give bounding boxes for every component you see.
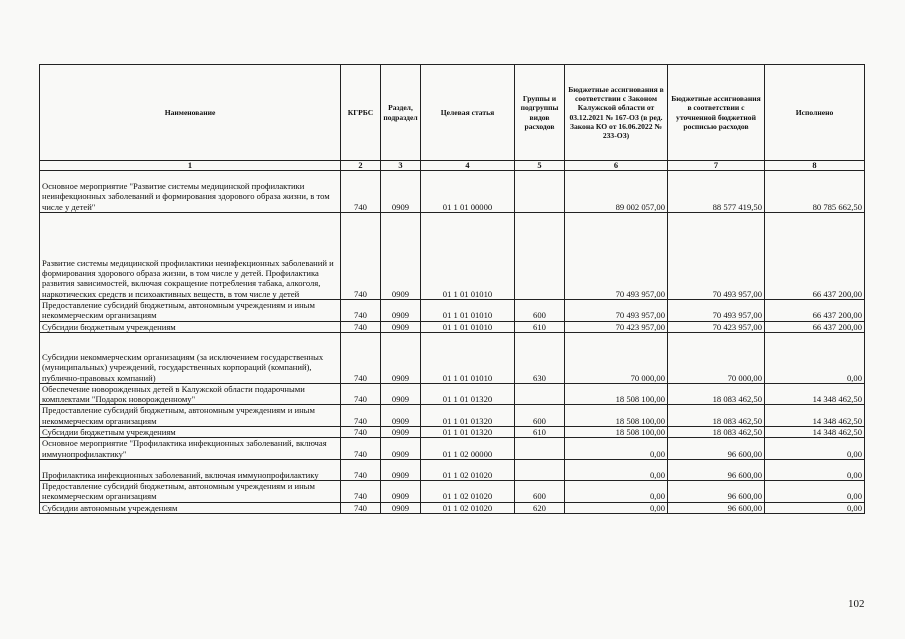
table-row <box>40 321 865 332</box>
budget-table <box>39 64 865 514</box>
table-row <box>40 171 865 213</box>
table-row <box>40 300 865 322</box>
row-budget-law: 0,00 <box>565 438 668 460</box>
row-name: Субсидии некоммерческим организациям (за исключением государственных (муниципальных) учреждений, государственных корпораций (компаний), публично-правовых компаний) <box>40 332 341 383</box>
column-number: 2 <box>341 161 381 171</box>
row-expense-group <box>515 383 565 405</box>
row-executed: 0,00 <box>765 480 865 502</box>
row-executed: 0,00 <box>765 502 865 513</box>
row-kgrbs: 740 <box>341 321 381 332</box>
row-target-article: 01 1 01 01320 <box>421 405 515 427</box>
row-budget-refined: 70 423 957,00 <box>668 321 765 332</box>
row-kgrbs: 740 <box>341 438 381 460</box>
row-kgrbs: 740 <box>341 459 381 480</box>
row-budget-law: 0,00 <box>565 502 668 513</box>
row-budget-refined: 70 493 957,00 <box>668 213 765 300</box>
table-row <box>40 213 865 300</box>
row-name: Предоставление субсидий бюджетным, автономным учреждениям и иным некоммерческим организациям <box>40 480 341 502</box>
row-expense-group: 610 <box>515 321 565 332</box>
row-section: 0909 <box>381 171 421 213</box>
row-target-article: 01 1 02 01020 <box>421 502 515 513</box>
row-target-article: 01 1 01 01320 <box>421 427 515 438</box>
row-kgrbs: 740 <box>341 332 381 383</box>
row-kgrbs: 740 <box>341 213 381 300</box>
table-body <box>40 171 865 514</box>
row-target-article: 01 1 01 01010 <box>421 332 515 383</box>
row-section: 0909 <box>381 438 421 460</box>
row-name: Развитие системы медицинской профилактики неинфекционных заболеваний и формирования здорового образа жизни, в том числе у детей. Профилактика развития зависимостей, включая сокращение потребления табака, алкоголя, наркотических средств и психоактивных веществ, в том числе у детей <box>40 213 341 300</box>
row-budget-refined: 96 600,00 <box>668 459 765 480</box>
row-target-article: 01 1 01 01320 <box>421 383 515 405</box>
row-budget-law: 18 508 100,00 <box>565 427 668 438</box>
row-name: Основное мероприятие "Развитие системы медицинской профилактики неинфекционных заболеваний и формирования здорового образа жизни, в том числе у детей" <box>40 171 341 213</box>
table-row <box>40 502 865 513</box>
column-number-row <box>40 161 865 171</box>
row-budget-refined: 96 600,00 <box>668 480 765 502</box>
row-kgrbs: 740 <box>341 480 381 502</box>
row-kgrbs: 740 <box>341 171 381 213</box>
table-row <box>40 427 865 438</box>
header-target: Целевая статья <box>421 65 515 161</box>
row-expense-group: 600 <box>515 300 565 322</box>
row-budget-law: 70 493 957,00 <box>565 213 668 300</box>
row-target-article: 01 1 02 00000 <box>421 438 515 460</box>
row-name: Предоставление субсидий бюджетным, автономным учреждениям и иным некоммерческим организациям <box>40 300 341 322</box>
row-section: 0909 <box>381 213 421 300</box>
row-kgrbs: 740 <box>341 300 381 322</box>
row-kgrbs: 740 <box>341 405 381 427</box>
table-row <box>40 438 865 460</box>
header-budget-refined: Бюджетные ассигнования в соответствии с уточненной бюджетной росписью расходов <box>668 65 765 161</box>
column-number: 4 <box>421 161 515 171</box>
row-kgrbs: 740 <box>341 502 381 513</box>
row-budget-refined: 18 083 462,50 <box>668 383 765 405</box>
row-budget-law: 18 508 100,00 <box>565 383 668 405</box>
row-target-article: 01 1 01 01010 <box>421 321 515 332</box>
column-number: 5 <box>515 161 565 171</box>
row-kgrbs: 740 <box>341 427 381 438</box>
row-executed: 0,00 <box>765 438 865 460</box>
row-budget-law: 18 508 100,00 <box>565 405 668 427</box>
row-name: Обеспечение новорожденных детей в Калужской области подарочными комплектами "Подарок новорожденному" <box>40 383 341 405</box>
row-executed: 0,00 <box>765 459 865 480</box>
table-row <box>40 459 865 480</box>
row-expense-group <box>515 459 565 480</box>
row-executed: 66 437 200,00 <box>765 321 865 332</box>
row-budget-law: 70 423 957,00 <box>565 321 668 332</box>
header-executed: Исполнено <box>765 65 865 161</box>
row-executed: 14 348 462,50 <box>765 383 865 405</box>
header-row <box>40 65 865 161</box>
row-kgrbs: 740 <box>341 383 381 405</box>
row-budget-refined: 96 600,00 <box>668 502 765 513</box>
row-budget-refined: 18 083 462,50 <box>668 405 765 427</box>
row-expense-group <box>515 171 565 213</box>
header-section: Раздел, подраздел <box>381 65 421 161</box>
column-number: 7 <box>668 161 765 171</box>
row-section: 0909 <box>381 332 421 383</box>
row-name: Субсидии бюджетным учреждениям <box>40 321 341 332</box>
row-budget-law: 70 493 957,00 <box>565 300 668 322</box>
row-section: 0909 <box>381 459 421 480</box>
row-expense-group: 620 <box>515 502 565 513</box>
row-section: 0909 <box>381 480 421 502</box>
row-name: Предоставление субсидий бюджетным, автономным учреждениям и иным некоммерческим организациям <box>40 405 341 427</box>
table-row <box>40 405 865 427</box>
row-budget-refined: 70 000,00 <box>668 332 765 383</box>
row-expense-group: 600 <box>515 405 565 427</box>
table-row <box>40 332 865 383</box>
row-name: Субсидии автономным учреждениям <box>40 502 341 513</box>
page-number: 102 <box>848 598 865 610</box>
row-target-article: 01 1 01 01010 <box>421 213 515 300</box>
header-budget-law: Бюджетные ассигнования в соответствии с Законом Калужской области от 03.12.2021 № 167-ОЗ (в ред. Закона КО от 16.06.2022 № 233-ОЗ) <box>565 65 668 161</box>
row-executed: 80 785 662,50 <box>765 171 865 213</box>
row-budget-law: 89 002 057,00 <box>565 171 668 213</box>
table-row <box>40 383 865 405</box>
row-expense-group: 630 <box>515 332 565 383</box>
row-section: 0909 <box>381 321 421 332</box>
row-section: 0909 <box>381 405 421 427</box>
column-number: 8 <box>765 161 865 171</box>
row-executed: 66 437 200,00 <box>765 300 865 322</box>
table-row <box>40 480 865 502</box>
row-section: 0909 <box>381 502 421 513</box>
row-budget-refined: 88 577 419,50 <box>668 171 765 213</box>
row-expense-group: 600 <box>515 480 565 502</box>
row-name: Профилактика инфекционных заболеваний, включая иммунопрофилактику <box>40 459 341 480</box>
header-kgrbs: КГРБС <box>341 65 381 161</box>
row-executed: 14 348 462,50 <box>765 427 865 438</box>
header-groups: Группы и подгруппы видов расходов <box>515 65 565 161</box>
row-target-article: 01 1 02 01020 <box>421 480 515 502</box>
row-name: Основное мероприятие "Профилактика инфекционных заболеваний, включая иммунопрофилактику" <box>40 438 341 460</box>
row-executed: 14 348 462,50 <box>765 405 865 427</box>
row-budget-refined: 18 083 462,50 <box>668 427 765 438</box>
row-target-article: 01 1 02 01020 <box>421 459 515 480</box>
row-section: 0909 <box>381 383 421 405</box>
header-name: Наименование <box>40 65 341 161</box>
column-number: 3 <box>381 161 421 171</box>
row-budget-law: 0,00 <box>565 480 668 502</box>
column-number: 1 <box>40 161 341 171</box>
row-budget-law: 0,00 <box>565 459 668 480</box>
row-section: 0909 <box>381 427 421 438</box>
column-number: 6 <box>565 161 668 171</box>
row-name: Субсидии бюджетным учреждениям <box>40 427 341 438</box>
row-target-article: 01 1 01 01010 <box>421 300 515 322</box>
row-expense-group: 610 <box>515 427 565 438</box>
row-expense-group <box>515 213 565 300</box>
row-target-article: 01 1 01 00000 <box>421 171 515 213</box>
row-budget-refined: 70 493 957,00 <box>668 300 765 322</box>
row-budget-refined: 96 600,00 <box>668 438 765 460</box>
row-executed: 66 437 200,00 <box>765 213 865 300</box>
row-budget-law: 70 000,00 <box>565 332 668 383</box>
row-section: 0909 <box>381 300 421 322</box>
row-executed: 0,00 <box>765 332 865 383</box>
row-expense-group <box>515 438 565 460</box>
